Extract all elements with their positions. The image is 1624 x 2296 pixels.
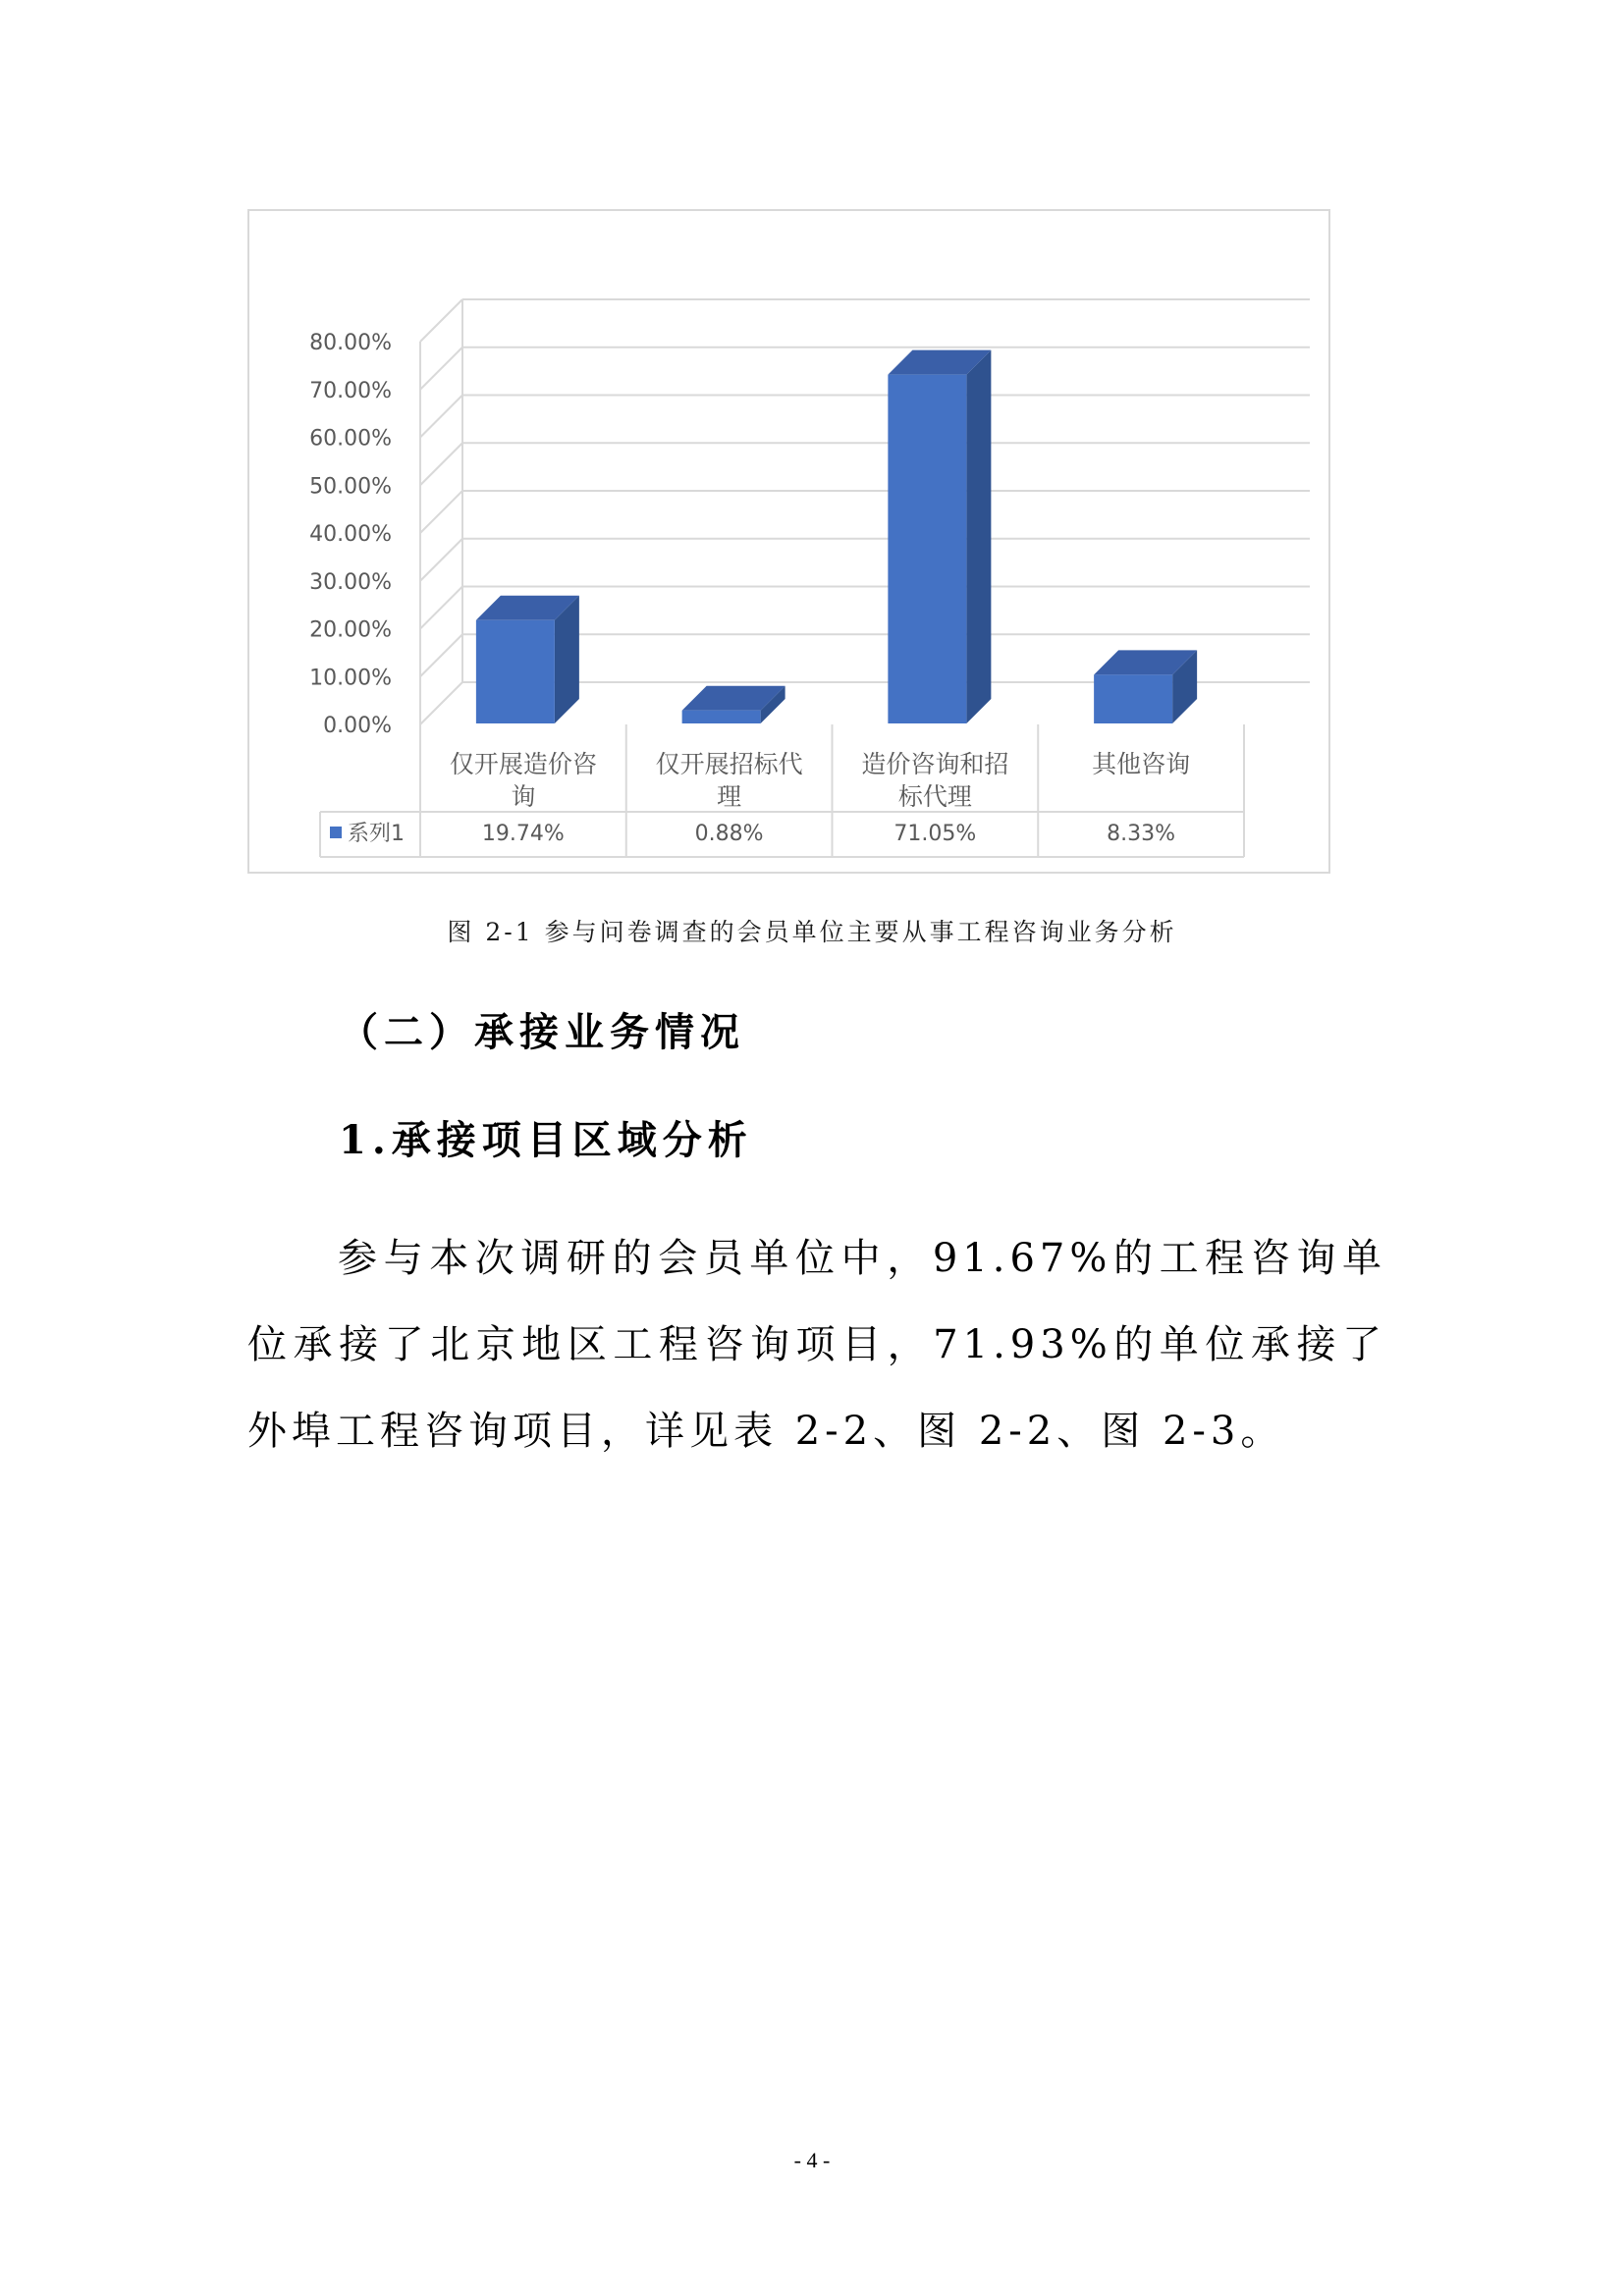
page-number: - 4 - [793,2148,831,2172]
gridline-side [420,491,462,533]
gridline-side [420,587,462,629]
bar [1094,674,1172,723]
x-category-label: 造价咨询和招 [861,750,1009,778]
gridline-side [420,634,462,676]
chart-frame [247,209,1330,874]
x-category-label: 仅开展招标代 [655,750,803,778]
gridline-side [420,682,462,724]
table-value: 71.05% [893,822,977,846]
y-tick-label: 20.00% [309,617,392,643]
subsection-heading: 1.承接项目区域分析 [339,1117,753,1163]
bar [476,620,555,723]
gridline-side [420,299,462,342]
legend-label: 系列1 [348,822,405,846]
legend-key [330,827,342,838]
x-category-label: 询 [511,782,536,811]
table-value: 19.74% [481,822,565,846]
bar [888,375,966,723]
x-category-label: 其他咨询 [1092,750,1191,778]
gridline-side [420,443,462,485]
y-tick-label: 0.00% [323,714,392,738]
x-category-label: 标代理 [897,782,972,811]
table-value: 8.33% [1107,822,1176,846]
bar [682,711,761,723]
y-tick-label: 10.00% [309,666,392,691]
gridline-side [420,539,462,581]
figure-caption: 图 2-1 参与问卷调查的会员单位主要从事工程咨询业务分析 [447,918,1177,946]
y-tick-label: 60.00% [309,426,392,452]
y-tick-label: 40.00% [309,522,392,547]
y-tick-label: 70.00% [309,378,392,403]
gridline-side [420,347,462,390]
table-value: 0.88% [694,822,764,846]
y-tick-label: 30.00% [309,569,392,595]
bar-side [966,350,991,723]
bar-chart [249,211,1328,872]
y-tick-label: 80.00% [309,331,392,355]
section-heading: （二）承接业务情况 [339,1009,745,1055]
body-paragraph: 参与本次调研的会员单位中，91.67%的工程咨询单位承接了北京地区工程咨询项目，71.93%的单位承接了外埠工程咨询项目，详见表 2-2、图 2-2、图 2-3。 [247,1236,1386,1454]
x-category-label: 仅开展造价咨 [449,750,597,778]
y-tick-label: 50.00% [309,474,392,500]
x-category-label: 理 [717,782,742,811]
gridline-side [420,396,462,438]
